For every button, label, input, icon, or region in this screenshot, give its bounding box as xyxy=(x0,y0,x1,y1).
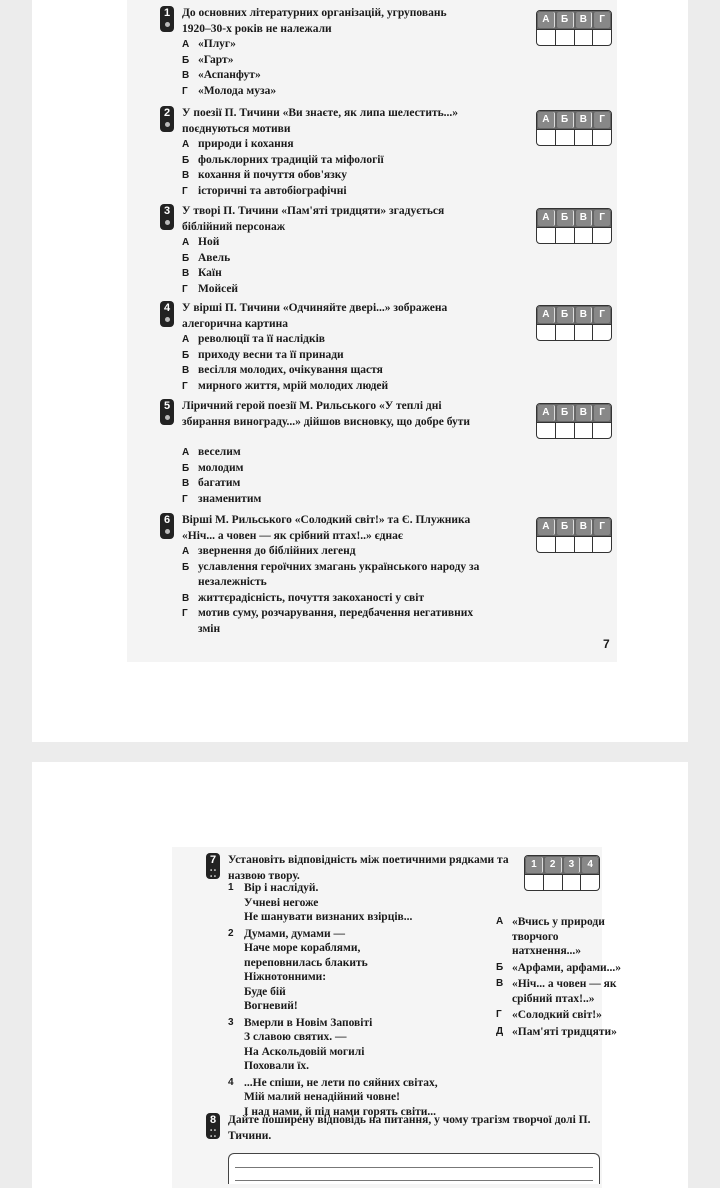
answer-option[interactable]: Б приходу весни та її принади xyxy=(182,348,344,361)
answer-options xyxy=(182,235,482,297)
answer-option[interactable]: В весілля молодих, очікування щастя xyxy=(182,364,383,376)
page-1 xyxy=(32,0,688,742)
answer-grid[interactable]: А Б В Г xyxy=(536,10,612,46)
answer-option[interactable]: Г історичні та автобіографічні xyxy=(182,184,347,197)
answer-grid[interactable]: 1 2 3 4 xyxy=(524,855,600,891)
question-number-badge: 6 xyxy=(160,513,174,539)
page-2 xyxy=(32,762,688,1188)
question-number-badge: 5 xyxy=(160,399,174,425)
answer-writing-area[interactable] xyxy=(228,1153,600,1184)
answer-option[interactable]: Б «Гарт» xyxy=(182,53,234,66)
answer-option[interactable]: В кохання й почуття обов'язку xyxy=(182,169,347,181)
answer-grid[interactable]: А Б В Г xyxy=(536,110,612,146)
question-number-badge: 7 • • • • xyxy=(206,853,220,879)
answer-option[interactable]: Г мотив суму, розчарування, передбачення негативних змін xyxy=(182,607,474,635)
match-left-column xyxy=(228,881,483,1121)
answer-option[interactable]: А «Плуг» xyxy=(182,38,236,50)
match-item: 4 ...Не спіши, не лети по сяйних світах, Мій малий ненадійний човне! І над нами, й під нами горять світи... xyxy=(228,1076,438,1118)
question-number-badge: 2 xyxy=(160,106,174,132)
question-3 xyxy=(160,204,610,296)
question-stem: У творі П. Тичини «Пам'яті тридцяти» згадується біблійний персонаж xyxy=(182,205,445,233)
answer-grid[interactable]: А Б В Г xyxy=(536,517,612,553)
answer-option[interactable]: А Ной xyxy=(182,236,220,248)
answer-option[interactable]: Б молодим xyxy=(182,461,244,474)
question-5 xyxy=(160,399,610,505)
answer-option[interactable]: А природи і кохання xyxy=(182,138,294,150)
page-2-content xyxy=(172,847,622,1188)
match-item: 1 Вір і наслідуй. Учневі негоже Не шанувати визнаних взірців... xyxy=(228,882,413,923)
answer-option[interactable]: Б Авель xyxy=(182,251,231,264)
match-right-column xyxy=(496,915,626,1041)
question-6 xyxy=(160,513,610,638)
question-7 xyxy=(206,853,622,1118)
answer-option[interactable]: В життєрадісність, почуття закоханості у світ xyxy=(182,591,425,604)
match-item: 2 Думами, думами — Наче море кораблями, переповнилась блакить Ніжнотонними: Буде бій Вогневий! xyxy=(228,927,368,1012)
answer-option[interactable]: Г Мойсей xyxy=(182,282,239,295)
answer-option[interactable]: Г знаменитим xyxy=(182,492,262,505)
answer-option[interactable]: А звернення до біблійних легенд xyxy=(182,545,356,557)
match-option: А «Вчись у природи творчого натхнення...» xyxy=(496,916,605,957)
question-8 xyxy=(206,1113,598,1183)
answer-grid[interactable]: А Б В Г xyxy=(536,305,612,341)
answer-option[interactable]: В багатим xyxy=(182,477,241,489)
question-2 xyxy=(160,106,610,198)
question-stem: Установіть відповідність між поетичними рядками та назвою твору. xyxy=(228,854,509,882)
page-number: 7 xyxy=(603,637,610,651)
answer-line xyxy=(235,1180,593,1181)
answer-option[interactable]: В «Аспанфут» xyxy=(182,69,261,81)
answer-option[interactable]: Г «Молода муза» xyxy=(182,84,277,97)
answer-option[interactable]: В Каїн xyxy=(182,267,222,279)
question-stem: Дайте поширену відповідь на питання, у чому трагізм творчої долі П. Тичини. xyxy=(228,1114,591,1142)
match-item: 3 Вмерли в Новім Заповіті З славою святих. — На Аскольдовій могилі Поховали їх. xyxy=(228,1016,373,1072)
answer-grid[interactable]: А Б В Г xyxy=(536,208,612,244)
answer-options xyxy=(182,137,482,199)
answer-option[interactable]: А революції та її наслідків xyxy=(182,333,326,345)
question-stem: До основних літературних організацій, угруповань 1920–30-х років не належали xyxy=(182,7,447,35)
match-option: Д «Пам'яті тридцяти» xyxy=(496,1025,617,1038)
question-1 xyxy=(160,6,610,98)
answer-option[interactable]: Г мирного життя, мрій молодих людей xyxy=(182,379,389,392)
match-option: Г «Солодкий світ!» xyxy=(496,1009,602,1021)
answer-options xyxy=(182,37,482,99)
answer-option[interactable]: Б фольклорних традицій та міфології xyxy=(182,153,384,166)
question-number-badge: 4 xyxy=(160,301,174,327)
question-stem: У вірші П. Тичини «Одчиняйте двері...» зображена алегорична картина xyxy=(182,302,448,330)
answer-options xyxy=(182,445,482,507)
answer-option[interactable]: Б уславлення героїчних змагань українського народу за незалежність xyxy=(182,560,480,588)
match-option: Б «Арфами, арфами...» xyxy=(496,961,622,974)
answer-option[interactable]: А веселим xyxy=(182,446,241,458)
answer-options xyxy=(182,544,482,637)
answer-grid[interactable]: А Б В Г xyxy=(536,403,612,439)
match-option: В «Ніч... а човен — як срібний птах!..» xyxy=(496,978,617,1005)
question-number-badge: 3 xyxy=(160,204,174,230)
question-stem: Вірші М. Рильського «Солодкий світ!» та Є. Плужника «Ніч... а човен — як срібний птах!..» єднає xyxy=(182,514,471,542)
question-4 xyxy=(160,301,610,393)
answer-line xyxy=(235,1167,593,1168)
page-1-content xyxy=(127,0,617,662)
question-stem: У поезії П. Тичини «Ви знаєте, як липа шелестить...» поєднуються мотиви xyxy=(182,107,459,135)
question-number-badge: 8 • • • • xyxy=(206,1113,220,1139)
question-stem: Ліричний герой поезії М. Рильського «У теплі дні збирання винограду...» дійшов висновку, що добре бути xyxy=(182,400,471,428)
answer-options xyxy=(182,332,482,394)
question-number-badge: 1 xyxy=(160,6,174,32)
